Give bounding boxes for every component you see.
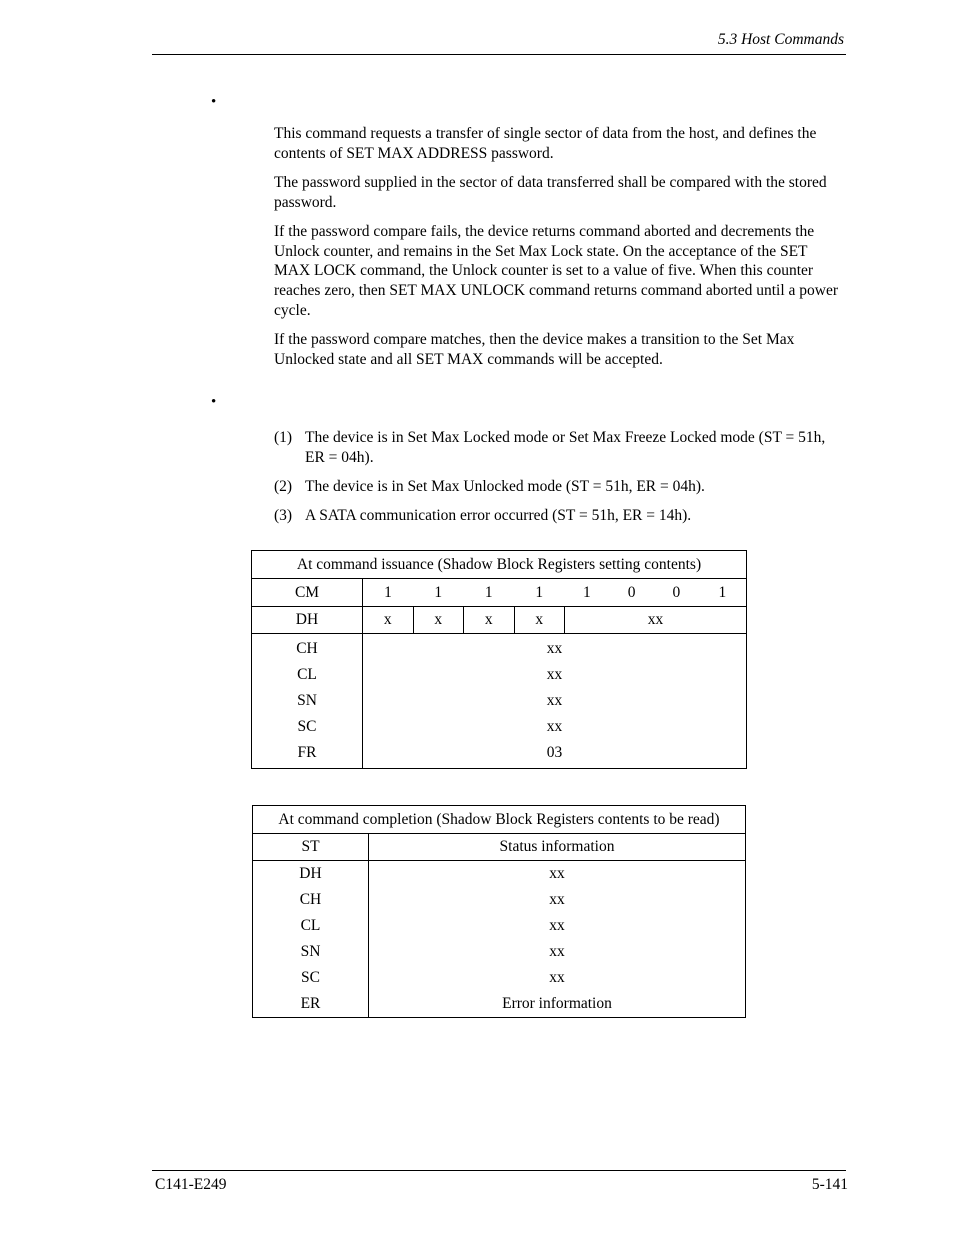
- cm-bit: 1: [413, 579, 464, 607]
- register-label: SN: [252, 688, 363, 714]
- register-label: SC: [252, 714, 363, 740]
- list-item-number: (1): [274, 429, 293, 446]
- dh-bit: x: [413, 607, 464, 634]
- register-value: xx: [549, 917, 565, 934]
- register-value: xx: [546, 718, 563, 735]
- dh-rest-value: xx: [565, 607, 747, 634]
- cm-bit: 1: [363, 579, 414, 607]
- register-value: xx: [549, 943, 565, 960]
- cm-bit: 1: [565, 579, 610, 607]
- footer-rule: [152, 1170, 846, 1171]
- list-item-text: A SATA communication error occurred (ST = 51h, ER = 14h).: [305, 507, 692, 524]
- status-information: Status information: [369, 834, 746, 861]
- bullet-2: •: [211, 394, 217, 410]
- register-label: FR: [252, 740, 363, 769]
- register-value: xx: [549, 969, 565, 986]
- completion-register-table: [252, 805, 746, 1018]
- paragraph-1: This command requests a transfer of single sector of data from the host, and defines the contents of SET MAX ADDRESS password.: [274, 125, 817, 162]
- register-label: SC: [253, 965, 369, 991]
- register-label: CH: [252, 634, 363, 663]
- register-value: xx: [546, 640, 563, 657]
- list-item-text: The device is in Set Max Locked mode or Set Max Freeze Locked mode (ST = 51h, ER = 04h).: [305, 429, 826, 466]
- dh-bit: x: [464, 607, 515, 634]
- issuance-table-title: At command issuance (Shadow Block Registers setting contents): [252, 551, 747, 579]
- register-label: DH: [253, 861, 369, 888]
- cm-bit: 1: [699, 579, 747, 607]
- cm-bit: 0: [654, 579, 699, 607]
- register-label-st: ST: [253, 834, 369, 861]
- register-label: CL: [253, 913, 369, 939]
- issuance-register-table: [251, 550, 747, 769]
- cm-bit: 1: [464, 579, 515, 607]
- document-id: C141-E249: [155, 1176, 227, 1193]
- cm-bit: 1: [514, 579, 565, 607]
- paragraph-3: If the password compare fails, the device returns command aborted and decrements the Unlock counter, and remains in the Set Max Lock state. On the acceptance of the SET MAX LOCK command, the Unlock counter is set to a value of five. When this counter reaches zero, then SET MAX UNLOCK command returns command aborted until a power cycle.: [274, 223, 839, 319]
- register-label-dh: DH: [252, 607, 363, 634]
- register-label-cm: CM: [252, 579, 363, 607]
- list-item-number: (3): [274, 507, 293, 524]
- register-value: xx: [549, 865, 565, 882]
- page-number: 5-141: [811, 1176, 848, 1193]
- register-value: xx: [549, 891, 565, 908]
- bullet-1: •: [211, 94, 217, 110]
- register-value: xx: [546, 692, 563, 709]
- paragraph-2: The password supplied in the sector of data transferred shall be compared with the stored password.: [274, 174, 827, 211]
- register-value: xx: [546, 666, 563, 683]
- running-header: 5.3 Host Commands: [717, 31, 844, 48]
- list-item-number: (2): [274, 478, 293, 495]
- register-label: CH: [253, 887, 369, 913]
- dh-bit: x: [363, 607, 414, 634]
- list-item-text: The device is in Set Max Unlocked mode (ST = 51h, ER = 04h).: [305, 478, 705, 495]
- header-rule: [152, 54, 846, 55]
- completion-table-title: At command completion (Shadow Block Registers contents to be read): [253, 806, 746, 834]
- cm-bit: 0: [609, 579, 654, 607]
- register-label: SN: [253, 939, 369, 965]
- error-information: Error information: [502, 995, 612, 1012]
- register-label: CL: [252, 662, 363, 688]
- register-label: ER: [253, 991, 369, 1018]
- paragraph-4: If the password compare matches, then the device makes a transition to the Set Max Unlocked state and all SET MAX commands will be accepted.: [274, 331, 795, 368]
- register-value: 03: [546, 744, 563, 761]
- dh-bit: x: [514, 607, 565, 634]
